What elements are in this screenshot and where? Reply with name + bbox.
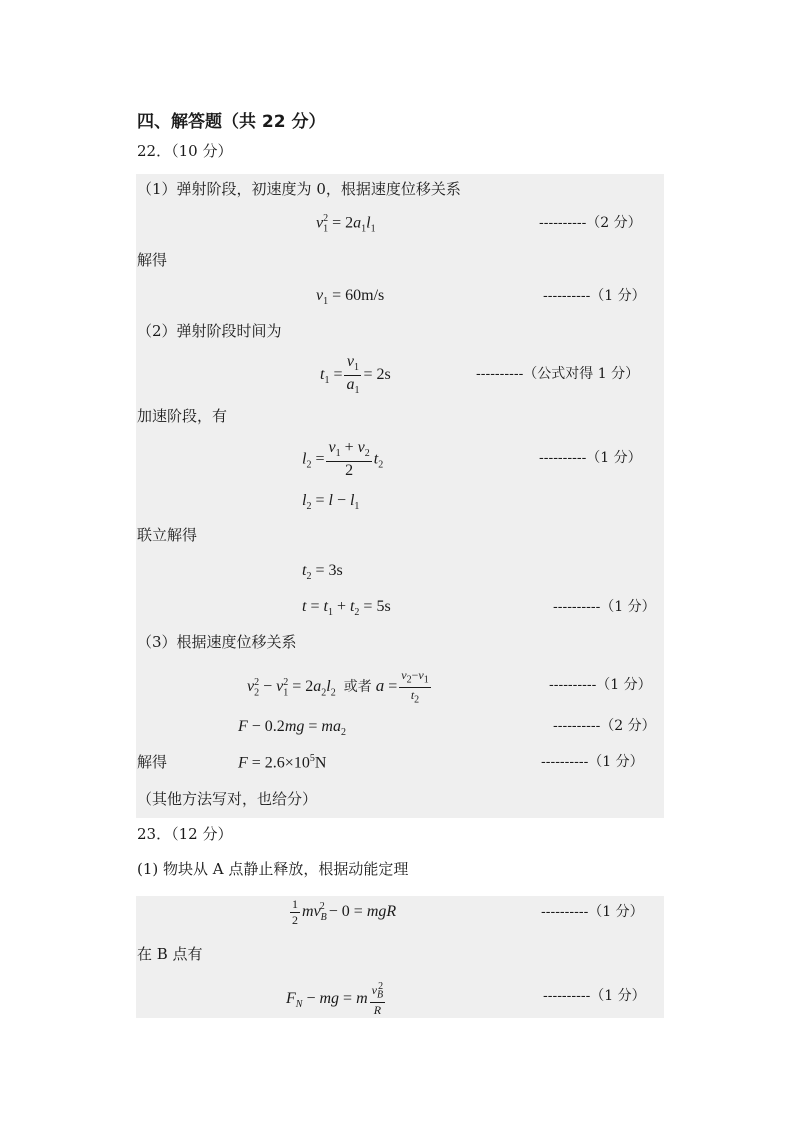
q22-eq3: $t_1$ = $\frac{v_1}{a_1}$ = 2s: [320, 353, 391, 396]
q22-solve-label-1: 解得: [137, 251, 168, 269]
q22-part3-intro: （3）根据速度位移关系: [137, 633, 297, 651]
q23-part1-intro: (1) 物块从 A 点静止释放，根据动能定理: [137, 860, 409, 878]
or-label: 或者: [343, 679, 372, 696]
q23-point-b-label: 在 B 点有: [137, 945, 203, 963]
q22-eq1: $v_1^2 = 2a_1l_1$: [316, 213, 376, 235]
q22-eq9-score: ----------（2 分）: [553, 718, 656, 734]
q22-eq2: $v_1 = 60m/s$: [316, 287, 385, 308]
q22-eq9: $F - 0.2mg = ma_2$: [238, 718, 346, 739]
q22-eq8-score: ----------（1 分）: [549, 677, 652, 693]
q22-combine-label: 联立解得: [137, 526, 198, 544]
q23-eq2: $F_N$ − mg = m $\frac{v_B^2}{R}$: [286, 981, 384, 1017]
q22-eq10-score: ----------（1 分）: [541, 754, 644, 770]
q22-eq1-score: ----------（2 分）: [539, 215, 642, 231]
section-title: 四、解答题（共 22 分）: [137, 112, 326, 132]
q22-eq3-score: ----------（公式对得 1 分）: [476, 366, 640, 382]
q22-part2-intro: （2）弹射阶段时间为: [137, 322, 282, 340]
q22-other-methods-note: （其他方法写对，也给分）: [137, 790, 318, 808]
q22-solve-label-2: 解得: [137, 753, 168, 771]
q22-eq4: $l_2$ = $\frac{v_1 + v_2}{2}$ $t_2$: [302, 439, 384, 479]
q22-eq7: $t = t_1 + t_2 = 5s$: [302, 598, 391, 619]
q22-eq5: $l_2 = l - l_1$: [302, 492, 360, 513]
q22-eq8: $v_2^2 - v_1^2 = 2a_2l_2$ 或者 a = $\frac{v_2-v_1}{t_2}$: [247, 668, 429, 706]
q22-eq4-score: ----------（1 分）: [539, 450, 642, 466]
q22-eq6: $t_2 = 3s$: [302, 562, 343, 583]
q23-eq2-score: ----------（1 分）: [543, 988, 646, 1004]
q22-eq10: $F = 2.6\times 10^5N$: [238, 753, 327, 772]
q22-header: 22．（10 分）: [137, 142, 233, 160]
q23-header: 23．（12 分）: [137, 825, 233, 843]
q23-eq1-score: ----------（1 分）: [541, 904, 644, 920]
q22-accel-intro: 加速阶段，有: [137, 407, 228, 425]
q22-eq2-score: ----------（1 分）: [543, 288, 646, 304]
q22-eq7-score: ----------（1 分）: [553, 599, 656, 615]
q22-part1-intro: （1）弹射阶段，初速度为 0，根据速度位移关系: [137, 180, 461, 198]
q23-eq1: $\frac{1}{2}$ $mv_B^2 - 0$ = mgR: [292, 897, 397, 927]
